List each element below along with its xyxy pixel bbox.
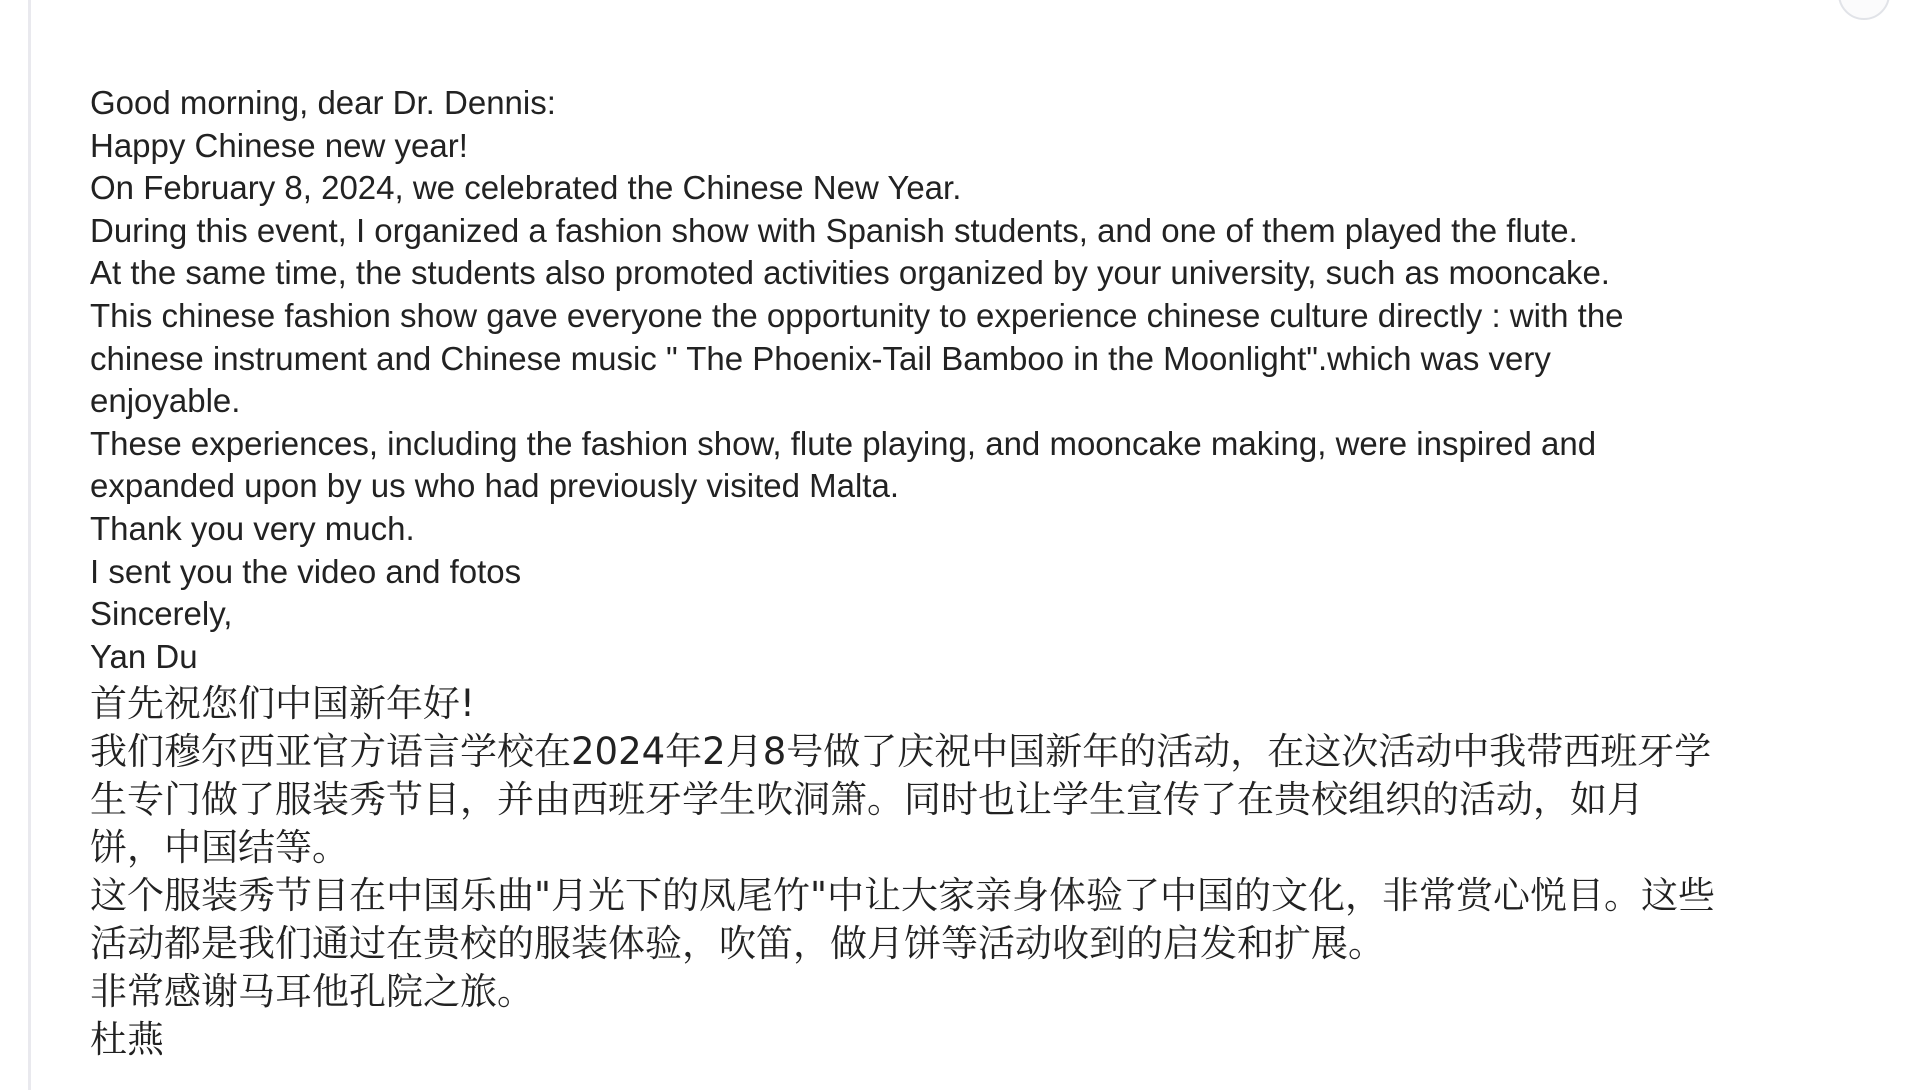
email-body <box>90 82 1890 1064</box>
chinese-body-line: 这个服装秀节目在中国乐曲"月光下的凤尾竹"中让大家亲身体验了中国的文化，非常赏心悦目。这些 <box>90 874 1716 918</box>
chinese-body-line: 我们穆尔西亚官方语言学校在2024年2月8号做了庆祝中国新年的活动，在这次活动中我带西班牙学 <box>90 730 1712 774</box>
body-line: I sent you the video and fotos <box>90 552 522 590</box>
chinese-body-line: 活动都是我们通过在贵校的服装体验，吹笛，做月饼等活动收到的启发和扩展。 <box>90 922 1385 966</box>
body-line: On February 8, 2024, we celebrated the Chinese New Year. <box>90 169 962 207</box>
body-line: During this event, I organized a fashion show with Spanish students, and one of them played the flute. <box>90 211 1578 249</box>
body-line: These experiences, including the fashion show, flute playing, and mooncake making, were inspired and <box>90 424 1597 462</box>
new-year-wish-line: Happy Chinese new year! <box>90 126 468 164</box>
chinese-thanks-line: 非常感谢马耳他孔院之旅。 <box>90 970 534 1014</box>
closing-line: Sincerely, <box>90 595 233 633</box>
corner-circle-button[interactable] <box>1838 0 1890 20</box>
body-line: chinese instrument and Chinese music " The Phoenix-Tail Bamboo in the Moonlight".which was very <box>90 339 1551 377</box>
chinese-body-line: 生专门做了服装秀节目，并由西班牙学生吹洞箫。同时也让学生宣传了在贵校组织的活动，如月 <box>90 778 1644 822</box>
body-line: This chinese fashion show gave everyone the opportunity to experience chinese culture directly : with the <box>90 296 1624 334</box>
body-line: expanded upon by us who had previously visited Malta. <box>90 467 899 505</box>
greeting-line: Good morning, dear Dr. Dennis: <box>90 84 556 121</box>
signature-name: Yan Du <box>90 637 198 675</box>
body-line: At the same time, the students also promoted activities organized by your university, such as mooncake. <box>90 254 1610 292</box>
body-line: enjoyable. <box>90 382 241 420</box>
chinese-greeting-line: 首先祝您们中国新年好! <box>90 682 475 726</box>
chinese-body-line: 饼，中国结等。 <box>90 826 349 870</box>
chinese-signature-name: 杜燕 <box>90 1018 164 1062</box>
left-border <box>28 0 31 1090</box>
thanks-line: Thank you very much. <box>90 509 415 547</box>
